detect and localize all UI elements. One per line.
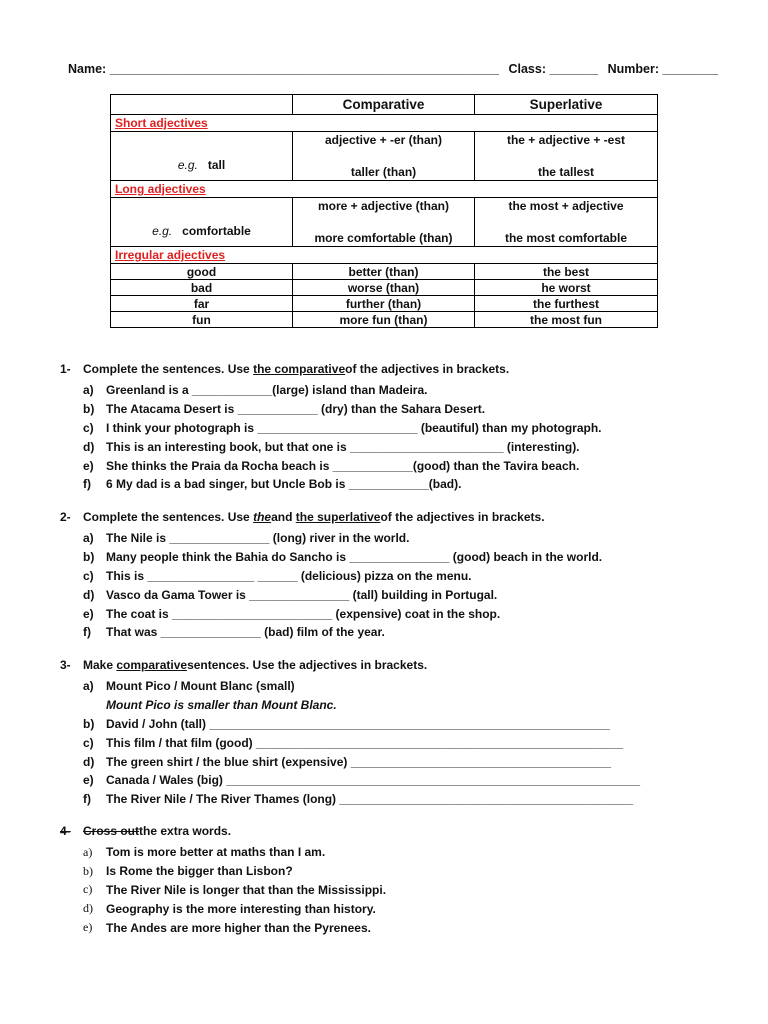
long-example-cell — [111, 198, 293, 247]
item-text: The River Nile / The River Thames (long) ____________________________________________ — [106, 792, 634, 807]
item-text: Is Rome the bigger than Lisbon? — [106, 864, 293, 879]
long-superlative-cell — [475, 198, 658, 247]
table-cell: the best — [475, 264, 658, 280]
item-text: This is an interesting book, but that one is _______________________ (interesting). — [106, 439, 580, 454]
item-text: Canada / Wales (big) ______________________________________________________________ — [106, 773, 641, 788]
table-header-comparative: Comparative — [293, 95, 475, 115]
item-letter: c) — [83, 882, 93, 897]
item-letter: c) — [83, 568, 94, 583]
exercise-4 — [60, 824, 386, 937]
list-item — [60, 715, 640, 734]
exercise-2 — [60, 510, 602, 642]
item-text: The Andes are more higher than the Pyrenees. — [106, 920, 371, 935]
title-text: of the adjectives in brackets. — [345, 362, 510, 376]
table-header-superlative: Superlative — [475, 95, 658, 115]
item-text: The green shirt / the blue shirt (expensive) _______________________________________ — [106, 754, 612, 769]
item-letter: b) — [83, 402, 95, 417]
long-comparative-cell — [293, 198, 475, 247]
category-long-adjectives: Long adjectives — [111, 181, 658, 198]
rule-text: more + adjective (than) — [317, 199, 450, 213]
title-text: of the adjectives in brackets. — [380, 510, 545, 524]
item-text: She thinks the Praia da Rocha beach is ____________(good) than the Tavira beach. — [106, 458, 580, 473]
item-letter: d) — [83, 754, 95, 769]
item-text: David / John (tall) ____________________________________________________________ — [106, 716, 610, 731]
title-text: sentences. Use the adjectives in brackets. — [187, 658, 428, 672]
example-text: the most comfortable — [504, 231, 627, 245]
item-text: Many people think the Bahia do Sancho is _______________ (good) beach in the world. — [106, 550, 603, 565]
item-letter: c) — [83, 420, 94, 435]
list-item — [60, 623, 602, 642]
item-letter: b) — [83, 716, 95, 731]
table-cell: further (than) — [293, 296, 475, 312]
item-letter: e) — [83, 773, 94, 788]
item-text: Tom is more better at maths than I am. — [106, 845, 326, 860]
list-item — [60, 529, 602, 548]
list-item — [60, 475, 602, 494]
item-letter: a) — [83, 844, 93, 859]
item-letter: e) — [83, 606, 94, 621]
list-item — [60, 400, 602, 419]
title-text: the extra words. — [139, 824, 232, 838]
list-item — [60, 771, 640, 790]
item-text: Geography is the more interesting than history. — [106, 901, 376, 916]
title-underline: comparative — [116, 658, 188, 672]
list-item — [60, 790, 640, 809]
table-cell: far — [111, 296, 293, 312]
table-cell: worse (than) — [293, 280, 475, 296]
list-item — [60, 899, 386, 918]
item-letter: e) — [83, 920, 93, 935]
list-item — [60, 437, 602, 456]
item-text: Greenland is a ____________(large) island than Madeira. — [106, 383, 428, 398]
example-text: more comfortable (than) — [314, 231, 453, 245]
short-comparative-cell — [293, 132, 475, 181]
item-letter: d) — [83, 901, 93, 916]
short-superlative-cell — [475, 132, 658, 181]
name-field: Name: ________________________________________________________ — [68, 62, 499, 76]
item-letter: b) — [83, 550, 95, 565]
title-underline: the comparative — [253, 362, 346, 376]
table-row — [111, 296, 658, 312]
model-answer: Mount Pico is smaller than Mount Blanc. — [106, 698, 337, 713]
example-word: comfortable — [182, 224, 251, 238]
title-underline: the — [253, 510, 272, 524]
title-text: Complete the sentences. Use — [83, 510, 250, 524]
rule-text: the most + adjective — [508, 199, 624, 213]
title-text: and — [271, 510, 293, 524]
table-cell: he worst — [475, 280, 658, 296]
item-text: Vasco da Gama Tower is _______________ (tall) building in Portugal. — [106, 587, 498, 602]
item-text: The Nile is _______________ (long) river in the world. — [106, 531, 410, 546]
item-text: This film / that film (good) _______________________________________________________ — [106, 735, 624, 750]
list-item — [60, 567, 602, 586]
title-text: Complete the sentences. Use — [83, 362, 250, 376]
example-text: taller (than) — [350, 165, 417, 179]
exercise-1 — [60, 362, 602, 494]
list-item — [60, 862, 386, 881]
student-info-header — [68, 62, 724, 76]
item-letter: d) — [83, 439, 95, 454]
list-item — [60, 548, 602, 567]
table-row — [111, 280, 658, 296]
list-item — [60, 419, 602, 438]
table-cell: good — [111, 264, 293, 280]
item-letter: a) — [83, 383, 94, 398]
list-item — [60, 881, 386, 900]
table-header-empty — [111, 95, 293, 115]
item-letter: f) — [83, 792, 91, 807]
item-text: Mount Pico / Mount Blanc (small) — [106, 679, 295, 694]
item-letter: a) — [83, 679, 94, 694]
item-text: 6 My dad is a bad singer, but Uncle Bob is ____________(bad). — [106, 477, 462, 492]
class-field: Class: _______ — [508, 62, 599, 76]
title-underline: the superlative — [295, 510, 381, 524]
list-item — [60, 752, 640, 771]
list-item — [60, 381, 602, 400]
item-letter: e) — [83, 458, 94, 473]
exercise-number: 4- — [60, 824, 71, 838]
list-item — [60, 585, 602, 604]
title-strikethrough: Cross out — [83, 824, 140, 838]
item-letter: b) — [83, 863, 93, 878]
adjective-rules-table — [110, 94, 658, 328]
table-cell: better (than) — [293, 264, 475, 280]
item-letter: c) — [83, 735, 94, 750]
exercise-title — [60, 510, 602, 529]
item-letter: a) — [83, 531, 94, 546]
item-text: The coat is ________________________ (expensive) coat in the shop. — [106, 606, 501, 621]
table-cell: bad — [111, 280, 293, 296]
category-irregular-adjectives: Irregular adjectives — [111, 247, 658, 264]
item-letter: d) — [83, 587, 95, 602]
exercise-title — [60, 824, 386, 843]
list-item — [60, 733, 640, 752]
item-text: I think your photograph is ________________________ (beautiful) than my photograph. — [106, 420, 602, 435]
list-item — [60, 456, 602, 475]
table-row — [111, 312, 658, 328]
exercise-title — [60, 658, 640, 677]
exercise-number: 1- — [60, 362, 71, 376]
exercise-number: 3- — [60, 658, 71, 672]
exercise-number: 2- — [60, 510, 71, 524]
table-cell: fun — [111, 312, 293, 328]
example-text: the tallest — [537, 165, 594, 179]
eg-label: e.g. — [152, 224, 173, 238]
table-cell: the furthest — [475, 296, 658, 312]
exercise-title — [60, 362, 602, 381]
item-letter: f) — [83, 625, 91, 640]
list-item — [60, 918, 386, 937]
item-text: That was _______________ (bad) film of the year. — [106, 625, 385, 640]
table-row — [111, 264, 658, 280]
category-short-adjectives: Short adjectives — [111, 115, 658, 132]
exercise-3 — [60, 658, 640, 809]
number-field: Number: ________ — [607, 62, 719, 76]
table-cell: more fun (than) — [293, 312, 475, 328]
list-item — [60, 677, 640, 696]
example-word: tall — [207, 158, 226, 172]
rule-text: adjective + -er (than) — [324, 133, 443, 147]
rule-text: the + adjective + -est — [506, 133, 626, 147]
list-item — [60, 843, 386, 862]
short-example-cell — [111, 132, 293, 181]
table-cell: the most fun — [475, 312, 658, 328]
eg-label: e.g. — [177, 158, 198, 172]
title-text: Make — [83, 658, 114, 672]
item-text: The Atacama Desert is ____________ (dry) than the Sahara Desert. — [106, 402, 486, 417]
item-text: This is ________________ ______ (delicious) pizza on the menu. — [106, 568, 472, 583]
item-text: The River Nile is longer that than the Mississippi. — [106, 882, 387, 897]
list-item — [60, 604, 602, 623]
item-letter: f) — [83, 477, 91, 492]
